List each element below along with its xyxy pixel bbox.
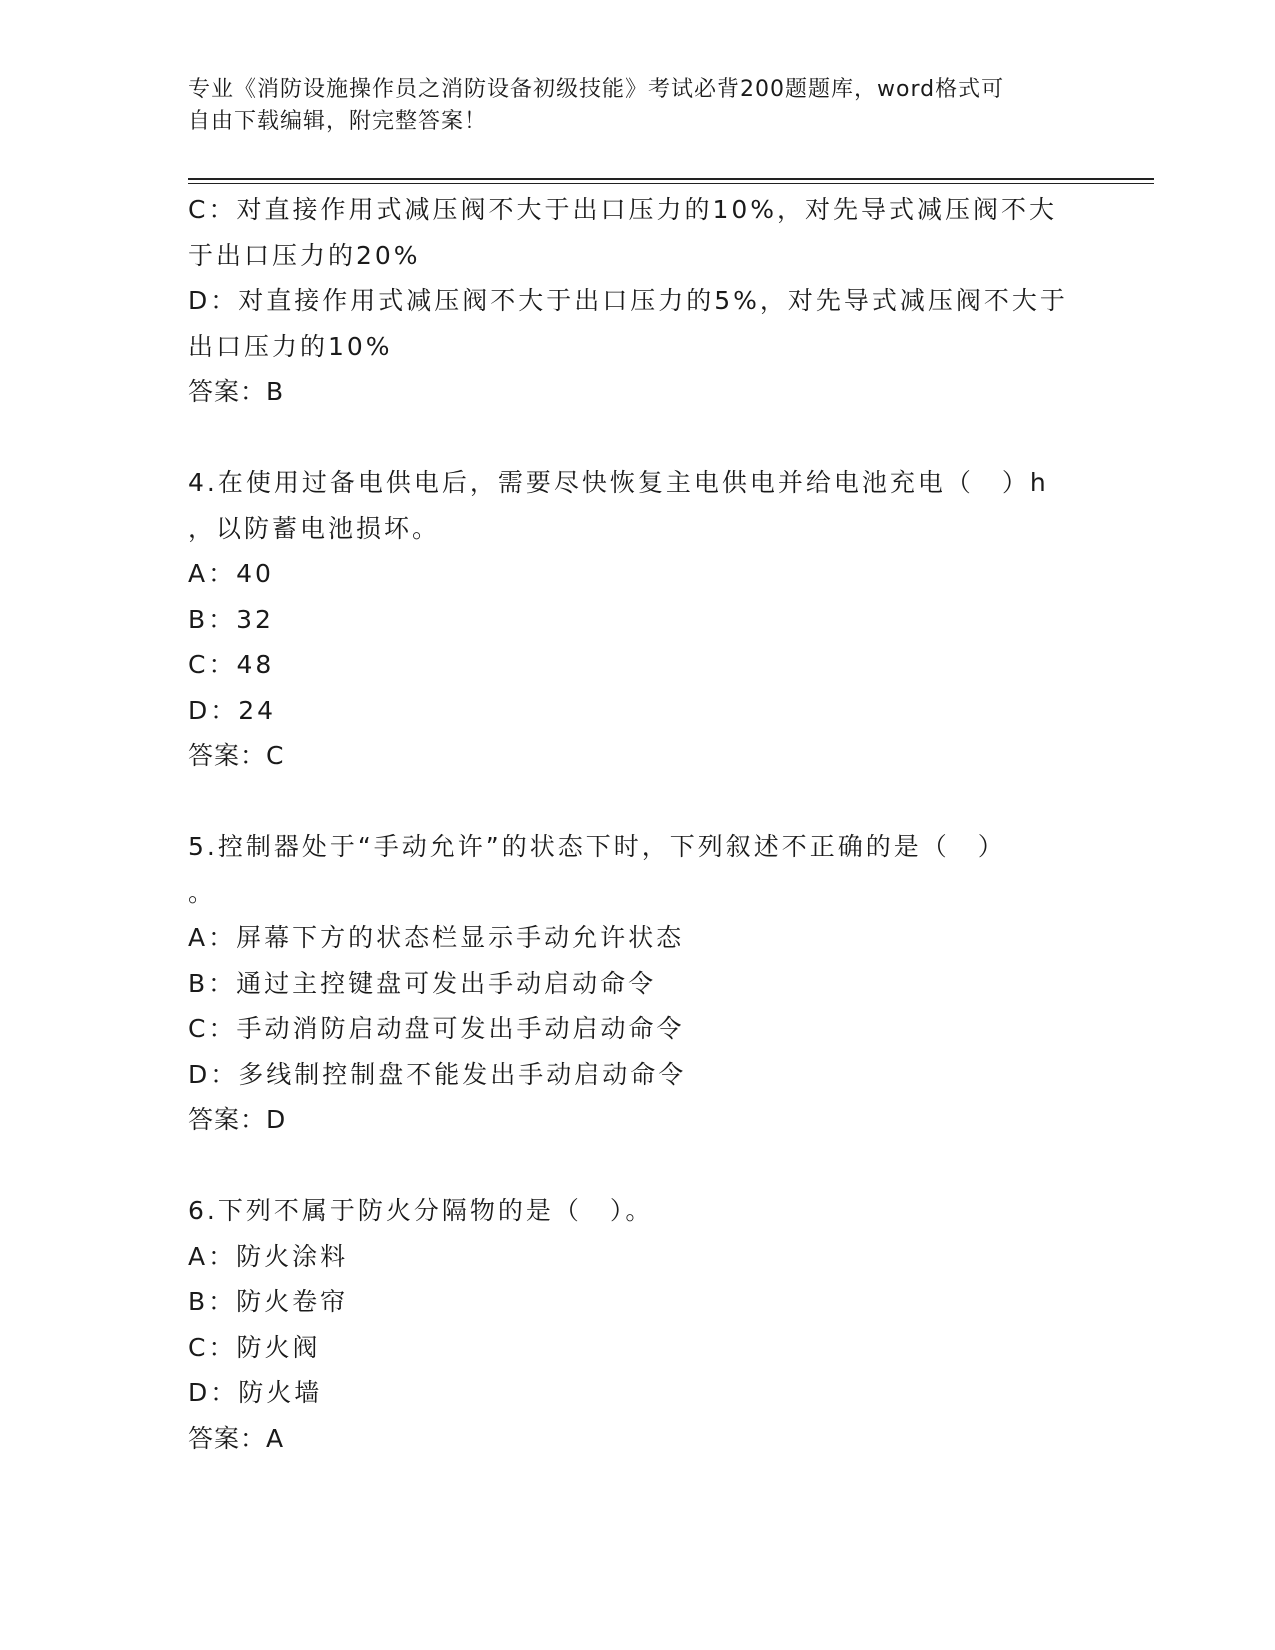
q3-option-c-line-1: C：对直接作用式减压阀不大于出口压力的10%，对先导式减压阀不大 bbox=[188, 195, 1058, 224]
q6-stem: 6.下列不属于防火分隔物的是（ ）。 bbox=[188, 1196, 654, 1225]
q4-option-a: A：40 bbox=[188, 559, 274, 588]
q5-stem-line-1: 5.控制器处于“手动允许”的状态下时，下列叙述不正确的是（ ） bbox=[188, 832, 1006, 861]
spacer bbox=[188, 779, 1088, 825]
q4-option-b: B：32 bbox=[188, 604, 274, 634]
q5-option-a: A：屏幕下方的状态栏显示手动允许状态 bbox=[188, 923, 685, 952]
q6-option-c: C：防火阀 bbox=[188, 1332, 321, 1362]
spacer bbox=[188, 415, 1088, 461]
q4-option-d: D：24 bbox=[188, 695, 277, 725]
q5-option-b: B：通过主控键盘可发出手动启动命令 bbox=[188, 968, 657, 998]
q3-option-c-line-2: 于出口压力的20% bbox=[188, 240, 421, 270]
header-rule-thick bbox=[188, 178, 1154, 180]
question-5 bbox=[188, 824, 1088, 1143]
q4-answer: 答案：C bbox=[188, 741, 285, 770]
header-line-2: 自由下载编辑，附完整答案！ bbox=[188, 109, 488, 134]
q5-stem-line-2: 。 bbox=[188, 877, 217, 907]
q4-option-c: C：48 bbox=[188, 650, 275, 679]
q5-option-c: C：手动消防启动盘可发出手动启动命令 bbox=[188, 1014, 685, 1043]
q4-stem-line-1: 4.在使用过备电供电后，需要尽快恢复主电供电并给电池充电（ ）h bbox=[188, 468, 1049, 497]
q6-answer: 答案：A bbox=[188, 1423, 285, 1453]
q3-option-d-line-1: D：对直接作用式减压阀不大于出口压力的5%，对先导式减压阀不大于 bbox=[188, 286, 1068, 315]
question-3-continued bbox=[188, 187, 1088, 415]
q5-answer: 答案：D bbox=[188, 1105, 287, 1134]
q6-option-b: B：防火卷帘 bbox=[188, 1287, 349, 1316]
q3-answer: 答案：B bbox=[188, 377, 285, 406]
q6-option-a: A：防火涂料 bbox=[188, 1241, 349, 1271]
question-6 bbox=[188, 1188, 1088, 1461]
header-rule-thin bbox=[188, 183, 1154, 184]
question-4 bbox=[188, 460, 1088, 779]
q5-option-d: D：多线制控制盘不能发出手动启动命令 bbox=[188, 1059, 687, 1089]
q4-stem-line-2: ，以防蓄电池损坏。 bbox=[188, 513, 441, 543]
question-content bbox=[188, 187, 1088, 1461]
document-header bbox=[188, 74, 1068, 138]
spacer bbox=[188, 1143, 1088, 1189]
q6-option-d: D：防火墙 bbox=[188, 1378, 323, 1407]
header-line-1: 专业《消防设施操作员之消防设备初级技能》考试必背200题题库，word格式可 bbox=[188, 77, 1005, 102]
q3-option-d-line-2: 出口压力的10% bbox=[188, 331, 393, 361]
